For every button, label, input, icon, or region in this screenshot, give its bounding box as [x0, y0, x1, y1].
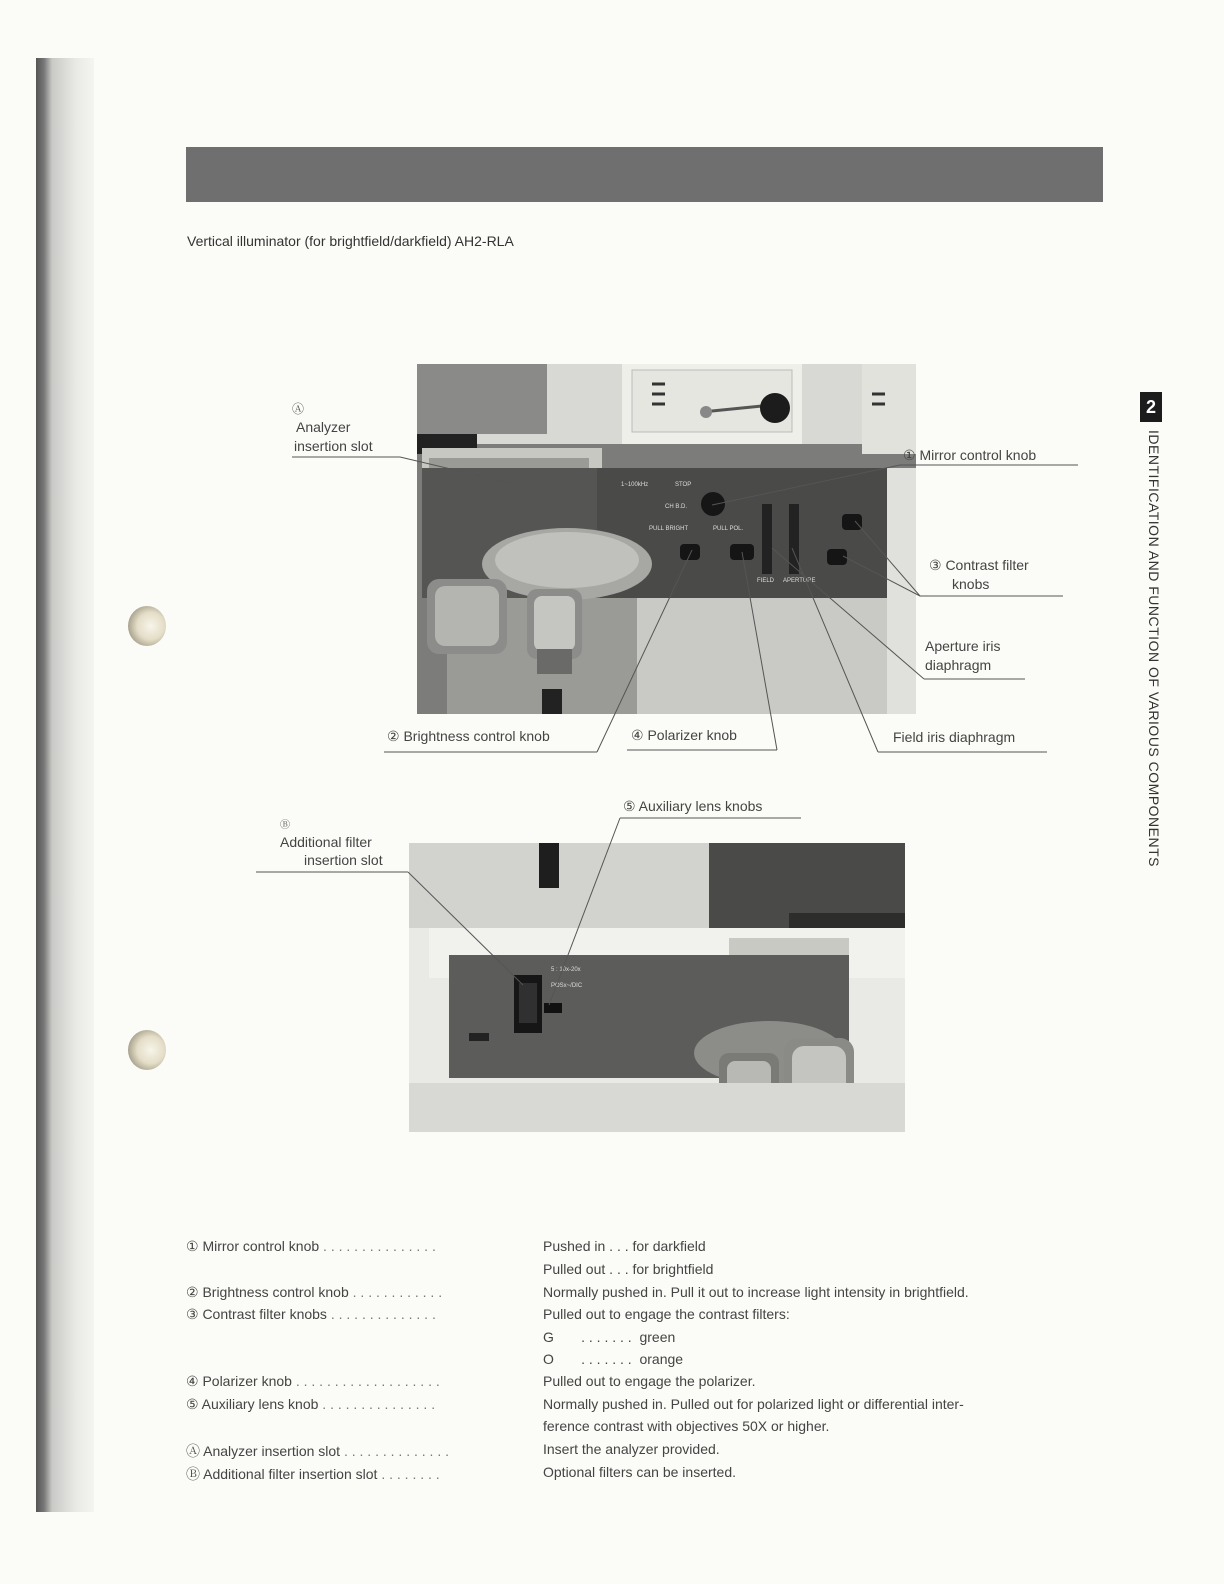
side-section-title-text: IDENTIFICATION AND FUNCTION OF VARIOUS COMPONENTS [1146, 430, 1162, 867]
polarizer-callout: ④ Polarizer knob [631, 727, 737, 743]
description-text: O . . . . . . . orange [543, 1351, 684, 1367]
description-text: Pulled out . . . for brightfield [543, 1261, 714, 1277]
description-label: ④ Polarizer knob [186, 1373, 292, 1389]
contrast-callout-line1: ③ Contrast filter [929, 557, 1029, 573]
description-label: ⑤ Auxiliary lens knob [186, 1396, 319, 1412]
field-callout: Field iris diaphragm [893, 729, 1016, 745]
filter-marker: Ⓑ [280, 820, 290, 831]
panel-switch-mark: 1~100kHz [621, 482, 649, 488]
panel-field-label: FIELD [757, 578, 775, 584]
description-text: Pulled out to engage the polarizer. [543, 1373, 756, 1389]
description-leader-dots: . . . . . . . . . . . . . . [340, 1443, 449, 1459]
panel-pull-bright-label: PULL BRIGHT [649, 526, 689, 532]
description-leader-dots: . . . . . . . . [377, 1466, 440, 1482]
panel-aux-line1: 5 : 10x-20x [551, 967, 581, 973]
description-text: Pushed in . . . for darkfield [543, 1238, 706, 1254]
aperture-callout-line2: diaphragm [925, 657, 992, 673]
description-text: Insert the analyzer provided. [543, 1441, 720, 1457]
description-label: Ⓐ Analyzer insertion slot [186, 1443, 341, 1459]
panel-aux-line2: POSx~/DIC [551, 983, 583, 989]
contrast-callout-line2: knobs [952, 576, 990, 592]
description-text: G . . . . . . . green [543, 1329, 676, 1345]
filter-callout-line1: Additional filter [280, 834, 372, 850]
panel-chbd-label: CH B.D. [665, 504, 688, 510]
description-text: ference contrast with objectives 50X or higher. [543, 1418, 830, 1434]
description-text: Normally pushed in. Pull it out to increase light intensity in brightfield. [543, 1284, 969, 1300]
section-subtitle: Vertical illuminator (for brightfield/darkfield) AH2-RLA [187, 233, 514, 249]
panel-pull-pol-label: PULL POL. [713, 526, 744, 532]
panel-aperture-label: APERTURE [783, 578, 816, 584]
filter-callout-line2: insertion slot [304, 852, 383, 868]
description-label: Ⓑ Additional filter insertion slot [186, 1466, 378, 1482]
section-tab-number: 2 [1140, 392, 1162, 422]
panel-stop-label: STOP [675, 482, 692, 488]
description-label: ② Brightness control knob [186, 1284, 349, 1300]
description-text: Normally pushed in. Pulled out for polarized light or differential inter- [543, 1396, 964, 1412]
description-text: Pulled out to engage the contrast filters: [543, 1306, 790, 1322]
description-leader-dots: . . . . . . . . . . . . . . [326, 1306, 436, 1322]
description-leader-dots: . . . . . . . . . . . . . . . [318, 1396, 436, 1412]
mirror-callout: ① Mirror control knob [903, 447, 1037, 463]
analyzer-marker: Ⓐ [292, 402, 305, 416]
analyzer-callout-line1: Analyzer [296, 419, 351, 435]
description-leader-dots: . . . . . . . . . . . . . . . . . . . [291, 1373, 440, 1389]
aperture-callout-line1: Aperture iris [925, 638, 1001, 654]
analyzer-callout-line2: insertion slot [294, 438, 373, 454]
brightness-callout: ② Brightness control knob [387, 728, 550, 744]
description-text: Optional filters can be inserted. [543, 1464, 736, 1480]
description-leader-dots: . . . . . . . . . . . . [348, 1284, 443, 1300]
aux-lens-callout: ⑤ Auxiliary lens knobs [623, 798, 763, 814]
description-label: ① Mirror control knob [186, 1238, 320, 1254]
description-leader-dots: . . . . . . . . . . . . . . . [319, 1238, 436, 1254]
description-label: ③ Contrast filter knobs [186, 1306, 327, 1322]
